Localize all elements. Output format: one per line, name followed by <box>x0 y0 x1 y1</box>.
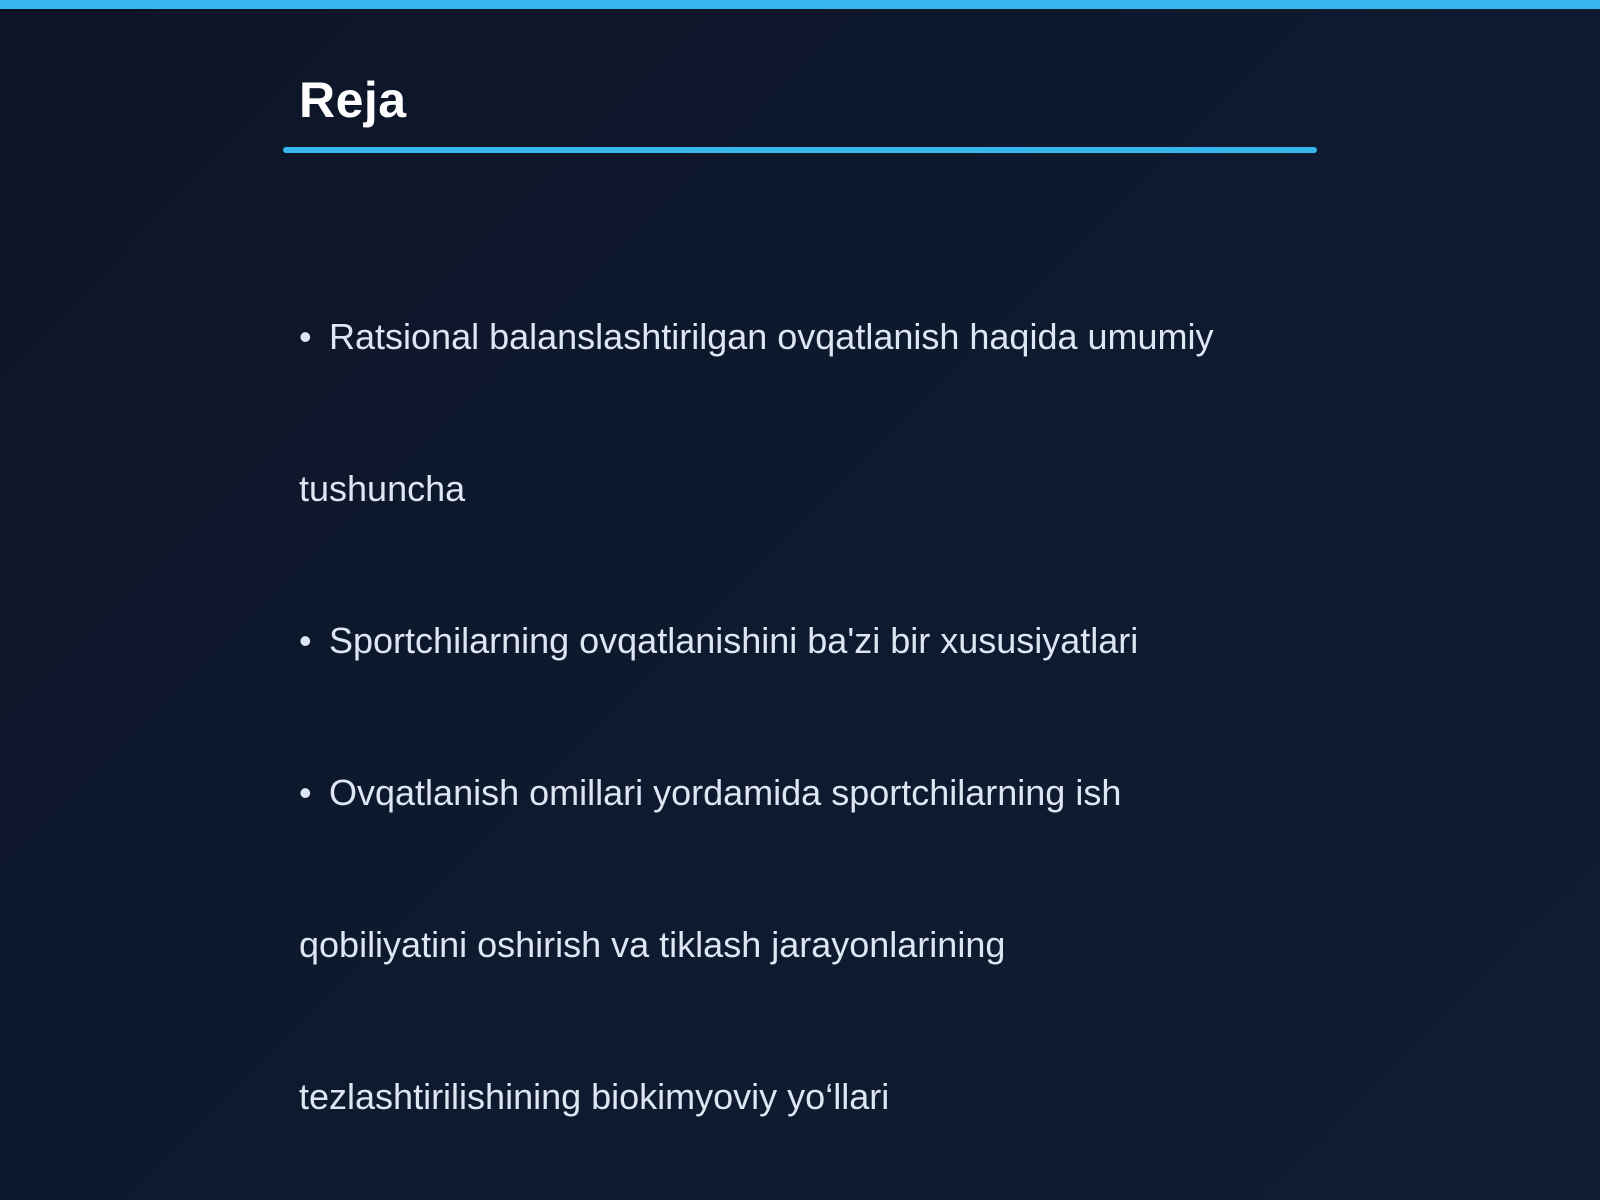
bullet-icon: • <box>299 772 312 813</box>
slide-title: Reja <box>299 72 407 128</box>
list-item-text: Ovqatlanish omillari yordamida sportchilarning ish <box>329 772 1122 813</box>
list-item <box>299 869 1309 1021</box>
list-item-text: Sportchilarning ovqatlanishini ba'zi bir xususiyatlari <box>329 620 1139 661</box>
list-item <box>299 717 1309 869</box>
list-item-text: tezlashtirilishining biokimyoviy yo‘llari <box>299 1076 890 1117</box>
list-item <box>299 261 1309 413</box>
list-item <box>299 565 1309 717</box>
bullet-icon: • <box>299 620 312 661</box>
list-item <box>299 1021 1309 1173</box>
bullet-icon: • <box>299 316 312 357</box>
list-item-text: tushuncha <box>299 468 466 509</box>
title-underline <box>283 147 1317 153</box>
slide <box>283 0 1317 1200</box>
list-item-text: qobiliyatini oshirish va tiklash jarayonlarining <box>299 924 1006 965</box>
outline-list <box>299 261 1309 1173</box>
list-item-text: Ratsional balanslashtirilgan ovqatlanish haqida umumiy <box>329 316 1214 357</box>
list-item <box>299 413 1309 565</box>
